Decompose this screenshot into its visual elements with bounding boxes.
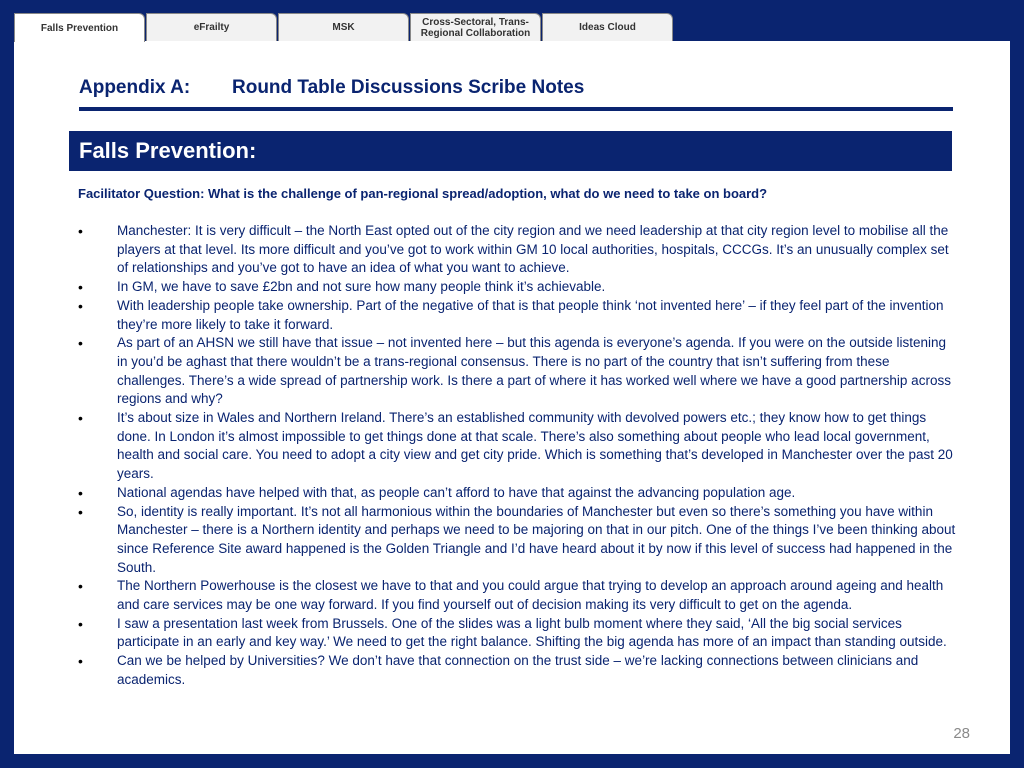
page-number: 28 — [953, 725, 970, 742]
document-page — [14, 41, 1010, 754]
appendix-label: Appendix A: — [79, 77, 191, 98]
tab-efrailty[interactable]: eFrailty — [146, 13, 277, 41]
note-item: • So, identity is really important. It’s not all harmonious within the boundaries of Manchester but even so there’s something you have within Manchester – there is a Northern identity and perhaps we need to be majoring on that in our pitch. One of the things I’ve been thinking about since Reference Site award happened is the Golden Triangle and I’d have heard about it by now if this level of success had happened in the South. — [78, 503, 958, 578]
tab-msk[interactable]: MSK — [278, 13, 409, 41]
tab-ideas-cloud[interactable]: Ideas Cloud — [542, 13, 673, 41]
note-item: • National agendas have helped with that, as people can’t afford to have that against the advancing population age. — [78, 484, 958, 503]
note-item: • Manchester: It is very difficult – the North East opted out of the city region and we need leadership at that city region level to mobilise all the players at that level. Its more difficult and you’ve got to work within GM 10 local authorities, hospitals, CCCGs. It’s an unusually complex set of relationships and you’ve got to have an idea of what you want to achieve. — [78, 222, 958, 278]
note-item: • As part of an AHSN we still have that issue – not invented here – but this agenda is everyone’s agenda. If you were on the outside listening in you’d be aghast that there wouldn’t be a trans-regional consensus. There is no part of the country that isn’t suffering from these challenges. There’s a wide spread of partnership work. Is there a part of where it has worked well where we have a good partnership across regions and why? — [78, 334, 958, 409]
note-item: • I saw a presentation last week from Brussels. One of the slides was a light bulb moment where they said, ‘All the big social services participate in an early and key way.’ We need to get the right balance. Shifting the big agenda has more of an impact than standing outside. — [78, 615, 958, 652]
note-item: • It’s about size in Wales and Northern Ireland. There’s an established community with devolved powers etc.; they know how to get things done. In London it’s almost impossible to get things done at that scale. There’s also something about people who lead local government, health and social care. You need to adopt a city view and get city pride. Which is something that’s developed in Manchester over the past 20 years. — [78, 409, 958, 484]
section-title: Falls Prevention: — [69, 131, 952, 171]
appendix-heading — [79, 77, 953, 111]
facilitator-question: Facilitator Question: What is the challenge of pan-regional spread/adoption, what do we need to take on board? — [78, 186, 768, 201]
note-item: • Can we be helped by Universities? We don’t have that connection on the trust side – we’re lacking connections between clinicians and academics. — [78, 652, 958, 689]
note-item: • The Northern Powerhouse is the closest we have to that and you could argue that trying to develop an approach around ageing and health and care services may be one way forward. If you find yourself out of decision making its very difficult to get on the agenda. — [78, 577, 958, 614]
notes-list — [78, 222, 958, 690]
note-item: • In GM, we have to save £2bn and not sure how many people think it’s achievable. — [78, 278, 958, 297]
tab-falls-prevention[interactable]: Falls Prevention — [14, 13, 145, 42]
note-item: • With leadership people take ownership. Part of the negative of that is that people think ‘not invented here’ – if they feel part of the invention they’re more likely to take it forward. — [78, 297, 958, 334]
tab-cross-sectoral[interactable]: Cross-Sectoral, Trans-Regional Collaboration — [410, 13, 541, 41]
appendix-title: Round Table Discussions Scribe Notes — [232, 77, 585, 98]
